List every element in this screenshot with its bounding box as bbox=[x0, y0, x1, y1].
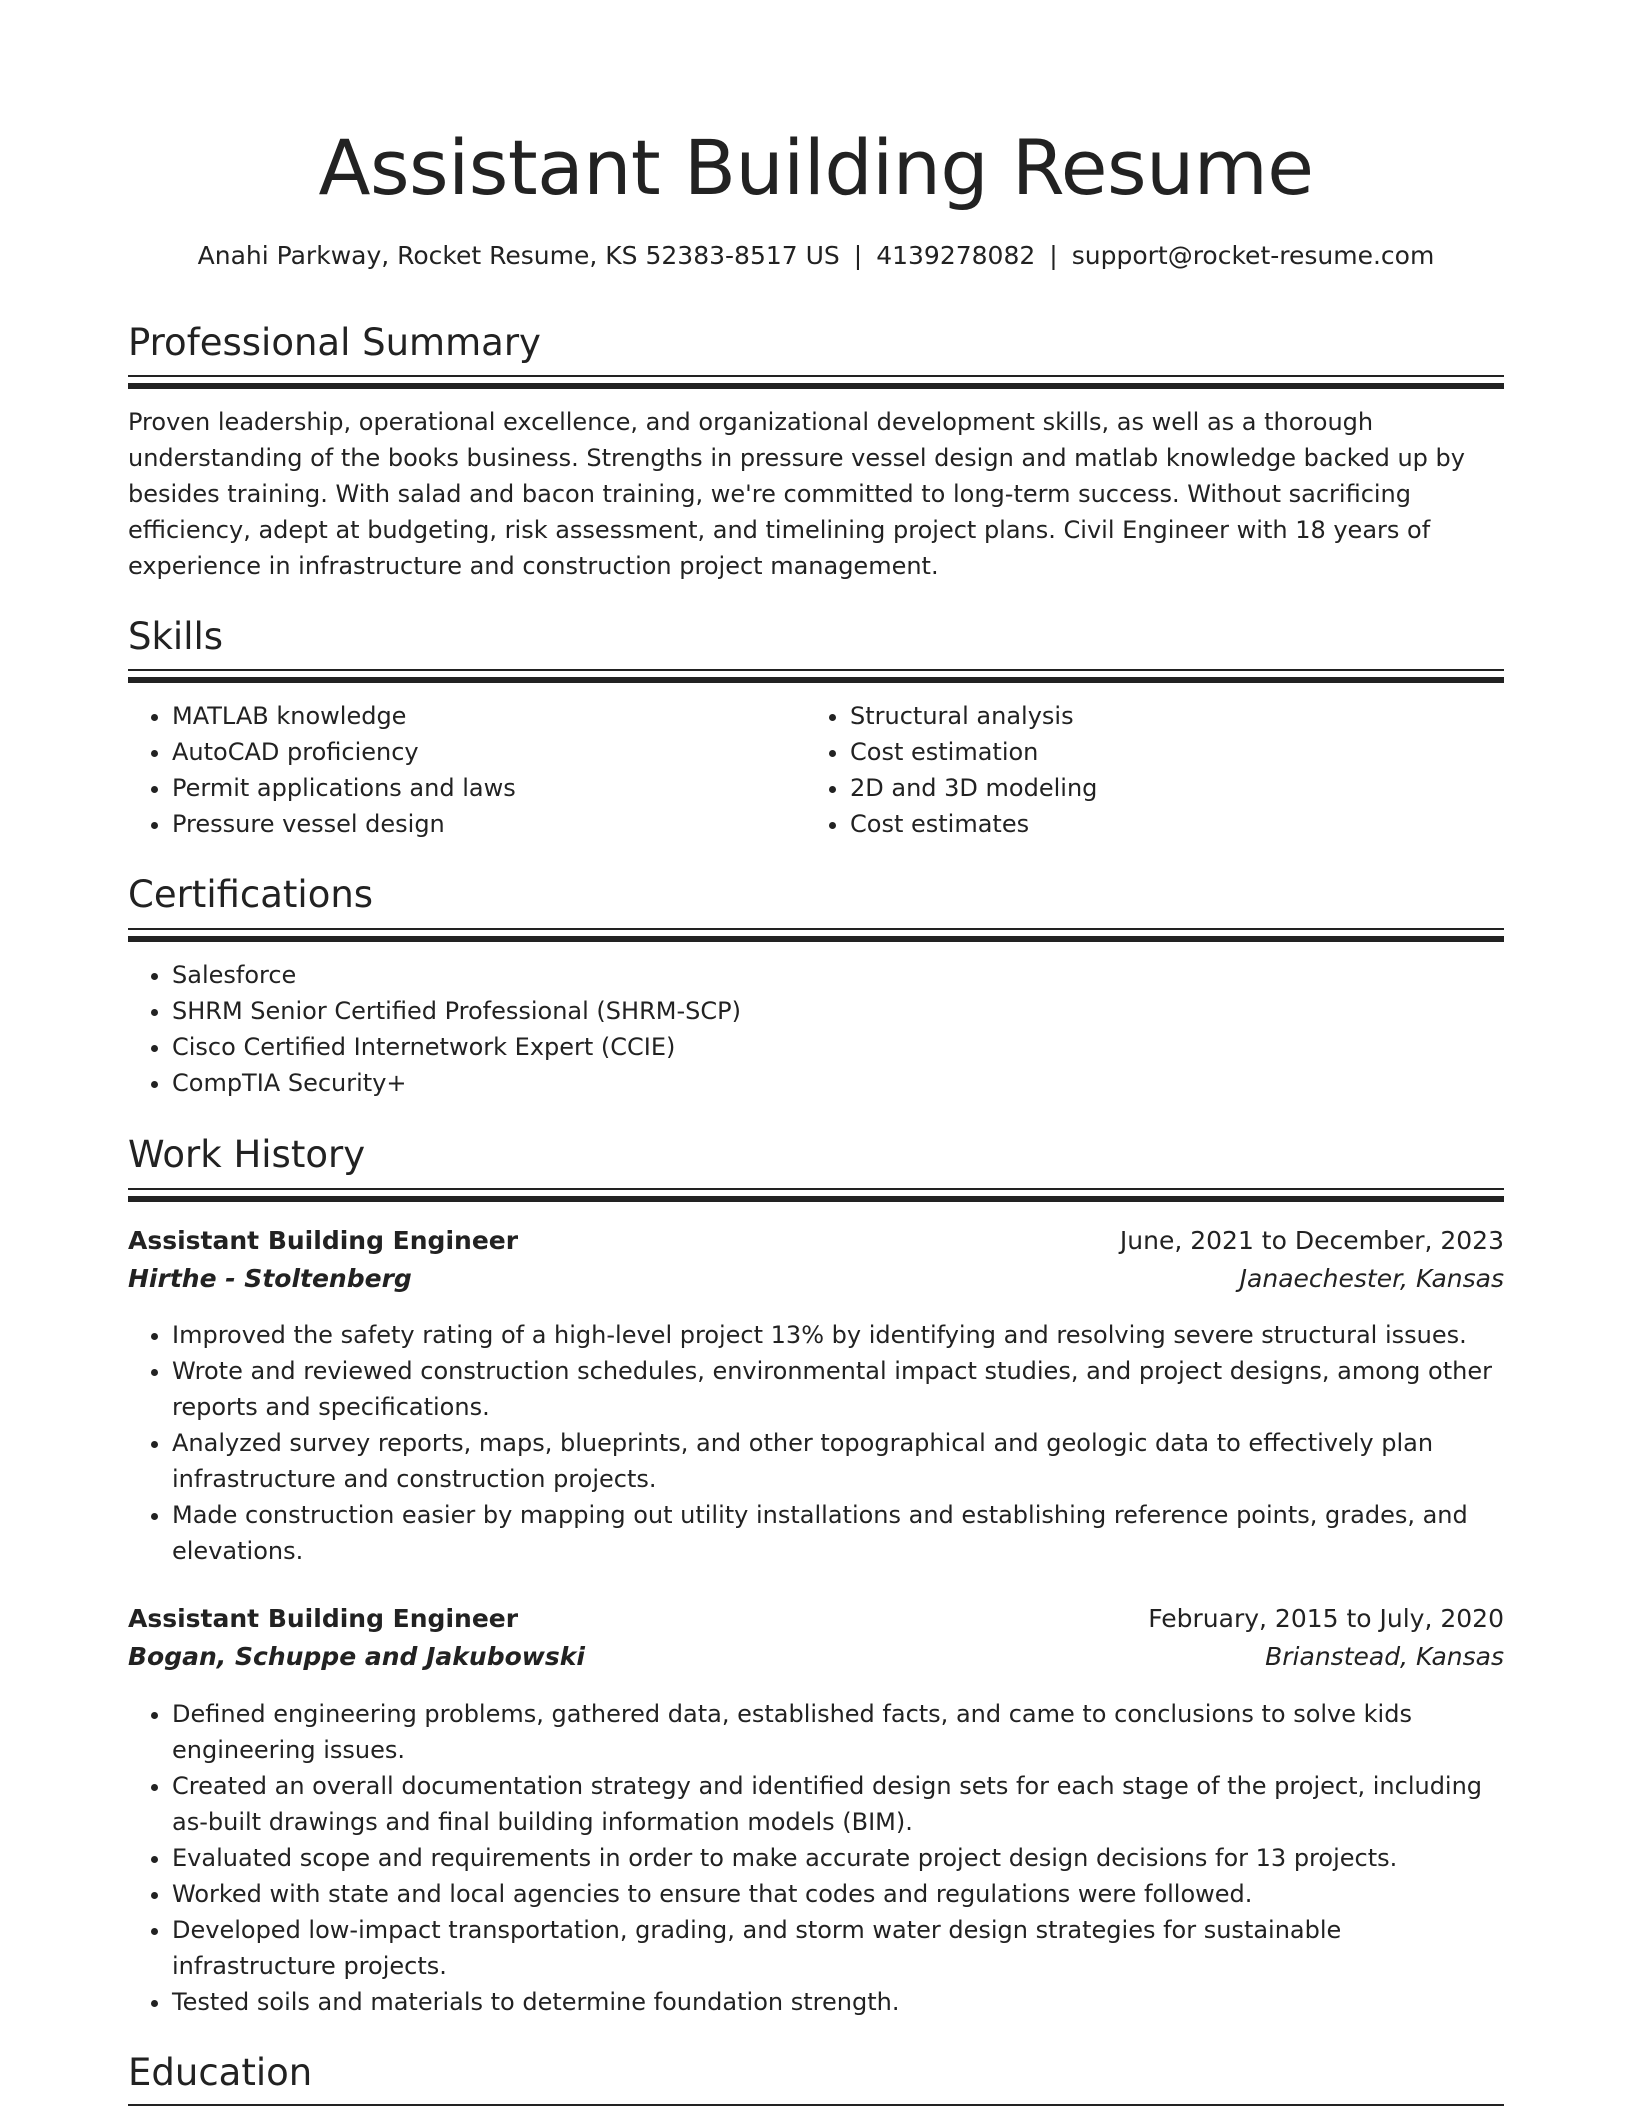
section-divider bbox=[128, 669, 1504, 683]
job-bullet: • Improved the safety rating of a high-level project 13% by identifying and resolving severe structural issues. bbox=[172, 1317, 1504, 1353]
job-bullet: • Worked with state and local agencies to ensure that codes and regulations were followed. bbox=[172, 1876, 1504, 1912]
skill-item: • Pressure vessel design bbox=[172, 806, 772, 842]
job-company: Bogan, Schuppe and Jakubowski bbox=[128, 1642, 585, 1671]
certifications-list bbox=[128, 957, 1472, 1101]
job-bullet: • Analyzed survey reports, maps, blueprints, and other topographical and geologic data to effectively plan infrastructure and construction projects. bbox=[172, 1425, 1504, 1497]
contact-separator: | bbox=[1049, 241, 1058, 270]
section-title-work-history: Work History bbox=[128, 1133, 366, 1176]
section-title-summary: Professional Summary bbox=[128, 321, 541, 364]
section-divider bbox=[128, 1188, 1504, 1202]
contact-phone: 4139278082 bbox=[876, 241, 1036, 270]
job-header bbox=[128, 1600, 1504, 1676]
skill-item: • Cost estimates bbox=[850, 806, 1450, 842]
job-location: Janaechester, Kansas bbox=[1239, 1264, 1504, 1293]
job-bullet: • Tested soils and materials to determine foundation strength. bbox=[172, 1984, 1504, 2020]
contact-email: support@rocket-resume.com bbox=[1071, 241, 1435, 270]
skill-item: • AutoCAD proficiency bbox=[172, 734, 772, 770]
section-divider bbox=[128, 928, 1504, 942]
skill-item: • Permit applications and laws bbox=[172, 770, 772, 806]
resume-title: Assistant Building Resume bbox=[318, 123, 1314, 212]
job-bullet: • Made construction easier by mapping out utility installations and establishing reference points, grades, and elevations. bbox=[172, 1497, 1504, 1569]
job-company: Hirthe - Stoltenberg bbox=[128, 1264, 412, 1293]
section-divider bbox=[128, 375, 1504, 389]
job-bullet: • Evaluated scope and requirements in order to make accurate project design decisions for 13 projects. bbox=[172, 1840, 1504, 1876]
job-location: Brianstead, Kansas bbox=[1265, 1642, 1504, 1671]
job-header bbox=[128, 1222, 1504, 1298]
skill-item: • Cost estimation bbox=[850, 734, 1450, 770]
certification-item: • Cisco Certified Internetwork Expert (CCIE) bbox=[172, 1029, 1472, 1065]
job-title: Assistant Building Engineer bbox=[128, 1226, 519, 1255]
section-divider bbox=[128, 2104, 1504, 2106]
skills-list-right bbox=[806, 698, 1450, 842]
job-bullets bbox=[128, 1696, 1504, 2020]
certification-item: • Salesforce bbox=[172, 957, 1472, 993]
job-bullet: • Defined engineering problems, gathered data, established facts, and came to conclusions to solve kids engineering issues. bbox=[172, 1696, 1504, 1768]
skill-item: • MATLAB knowledge bbox=[172, 698, 772, 734]
section-title-skills: Skills bbox=[128, 615, 224, 658]
certification-item: • CompTIA Security+ bbox=[172, 1065, 1472, 1101]
section-title-certifications: Certifications bbox=[128, 873, 374, 916]
contact-line bbox=[128, 238, 1504, 274]
summary-text: Proven leadership, operational excellence, and organizational development skills, as well as a thorough understanding of the books business. Strengths in pressure vessel design and matlab knowledge backed up by besides training. With salad and bacon training, we're committed to long-term success. Without sacrificing efficiency, adept at budgeting, risk assessment, and timelining project plans. Civil Engineer with 18 years of experience in infrastructure and construction project management. bbox=[128, 408, 1465, 580]
skill-item: • Structural analysis bbox=[850, 698, 1450, 734]
contact-address: Anahi Parkway, Rocket Resume, KS 52383-8517 US bbox=[197, 241, 840, 270]
job-bullet: • Created an overall documentation strategy and identified design sets for each stage of the project, including as-built drawings and final building information models (BIM). bbox=[172, 1768, 1504, 1840]
contact-separator: | bbox=[853, 241, 863, 270]
job-bullets bbox=[128, 1317, 1504, 1569]
certification-item: • SHRM Senior Certified Professional (SHRM-SCP) bbox=[172, 993, 1472, 1029]
job-title: Assistant Building Engineer bbox=[128, 1604, 519, 1633]
skills-list-left bbox=[128, 698, 772, 842]
job-dates: June, 2021 to December, 2023 bbox=[1119, 1226, 1504, 1255]
section-title-education: Education bbox=[128, 2051, 313, 2094]
job-bullet: • Developed low-impact transportation, grading, and storm water design strategies for sustainable infrastructure projects. bbox=[172, 1912, 1504, 1984]
job-dates: February, 2015 to July, 2020 bbox=[1148, 1604, 1504, 1633]
job-bullet: • Wrote and reviewed construction schedules, environmental impact studies, and project designs, among other reports and specifications. bbox=[172, 1353, 1504, 1425]
skill-item: • 2D and 3D modeling bbox=[850, 770, 1450, 806]
